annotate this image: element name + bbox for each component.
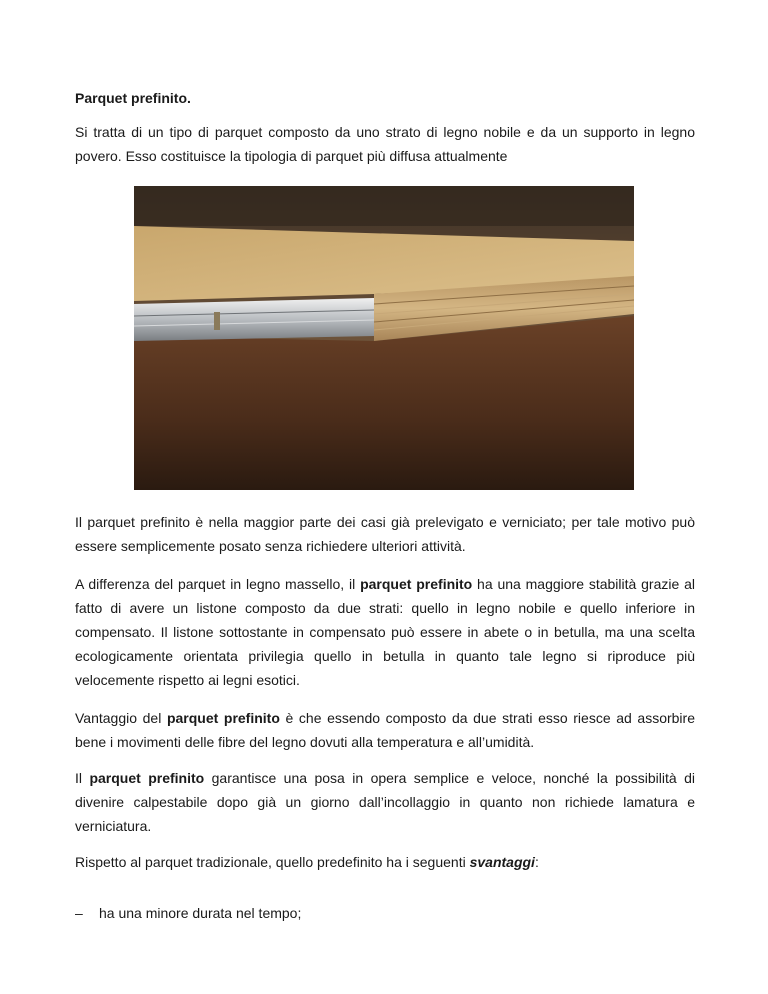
paragraph-5-text-b: : — [534, 854, 539, 870]
bullet-text: ha una minore durata nel tempo; — [99, 905, 302, 921]
parquet-photo — [134, 186, 634, 490]
paragraph-4-bold: parquet prefinito — [89, 770, 205, 786]
paragraph-4-text-b: garantisce una posa in opera semplice e veloce, nonché la possibilità di divenire calpestabile dopo già un giorno dall’incollaggio in quanto non richiede lamatura e verniciatura. — [75, 770, 695, 834]
paragraph-5-text-a: Rispetto al parquet tradizionale, quello predefinito ha i seguenti — [75, 854, 470, 870]
paragraph-1: Il parquet prefinito è nella maggior parte dei casi già prelevigato e verniciato; per tale motivo può essere semplicemente posato senza richiedere ulteriori attività. — [75, 514, 695, 554]
paragraph-2-text-a: A differenza del parquet in legno massello, il — [75, 576, 361, 592]
paragraph-4 — [75, 766, 695, 838]
paragraph-3 — [75, 706, 695, 754]
paragraph-2-bold: parquet prefinito — [360, 576, 473, 592]
intro-paragraph: Si tratta di un tipo di parquet composto da uno strato di legno nobile e da un supporto in legno povero. Esso costituisce la tipologia di parquet più diffusa attualmente — [75, 124, 695, 164]
document-title: Parquet prefinito. — [75, 90, 191, 106]
paragraph-2-text-b: ha una maggiore stabilità grazie al fatto di avere un listone composto da due strati: quello in legno nobile e quello inferiore in compensato. Il listone sottostante in compensato può essere in abete o in betulla, ma una scelta ecologicamente orientata privilegia quello in betulla in quanto tale legno si riproduce più velocemente rispetto ai legni esotici. — [75, 576, 695, 688]
paragraph-4-text-a: Il — [75, 770, 90, 786]
paragraph-5 — [75, 850, 695, 874]
paragraph-5-emphasis: svantaggi — [469, 854, 535, 870]
paragraph-3-text-a: Vantaggio del — [75, 710, 167, 726]
paragraph-2 — [75, 572, 695, 692]
paragraph-3-text-b: è che essendo composto da due strati esso riesce ad assorbire bene i movimenti delle fibre del legno dovuti alla temperatura e all’umidità. — [75, 710, 695, 750]
paragraph-3-bold: parquet prefinito — [166, 710, 280, 726]
bullet-dash: – — [75, 905, 83, 921]
